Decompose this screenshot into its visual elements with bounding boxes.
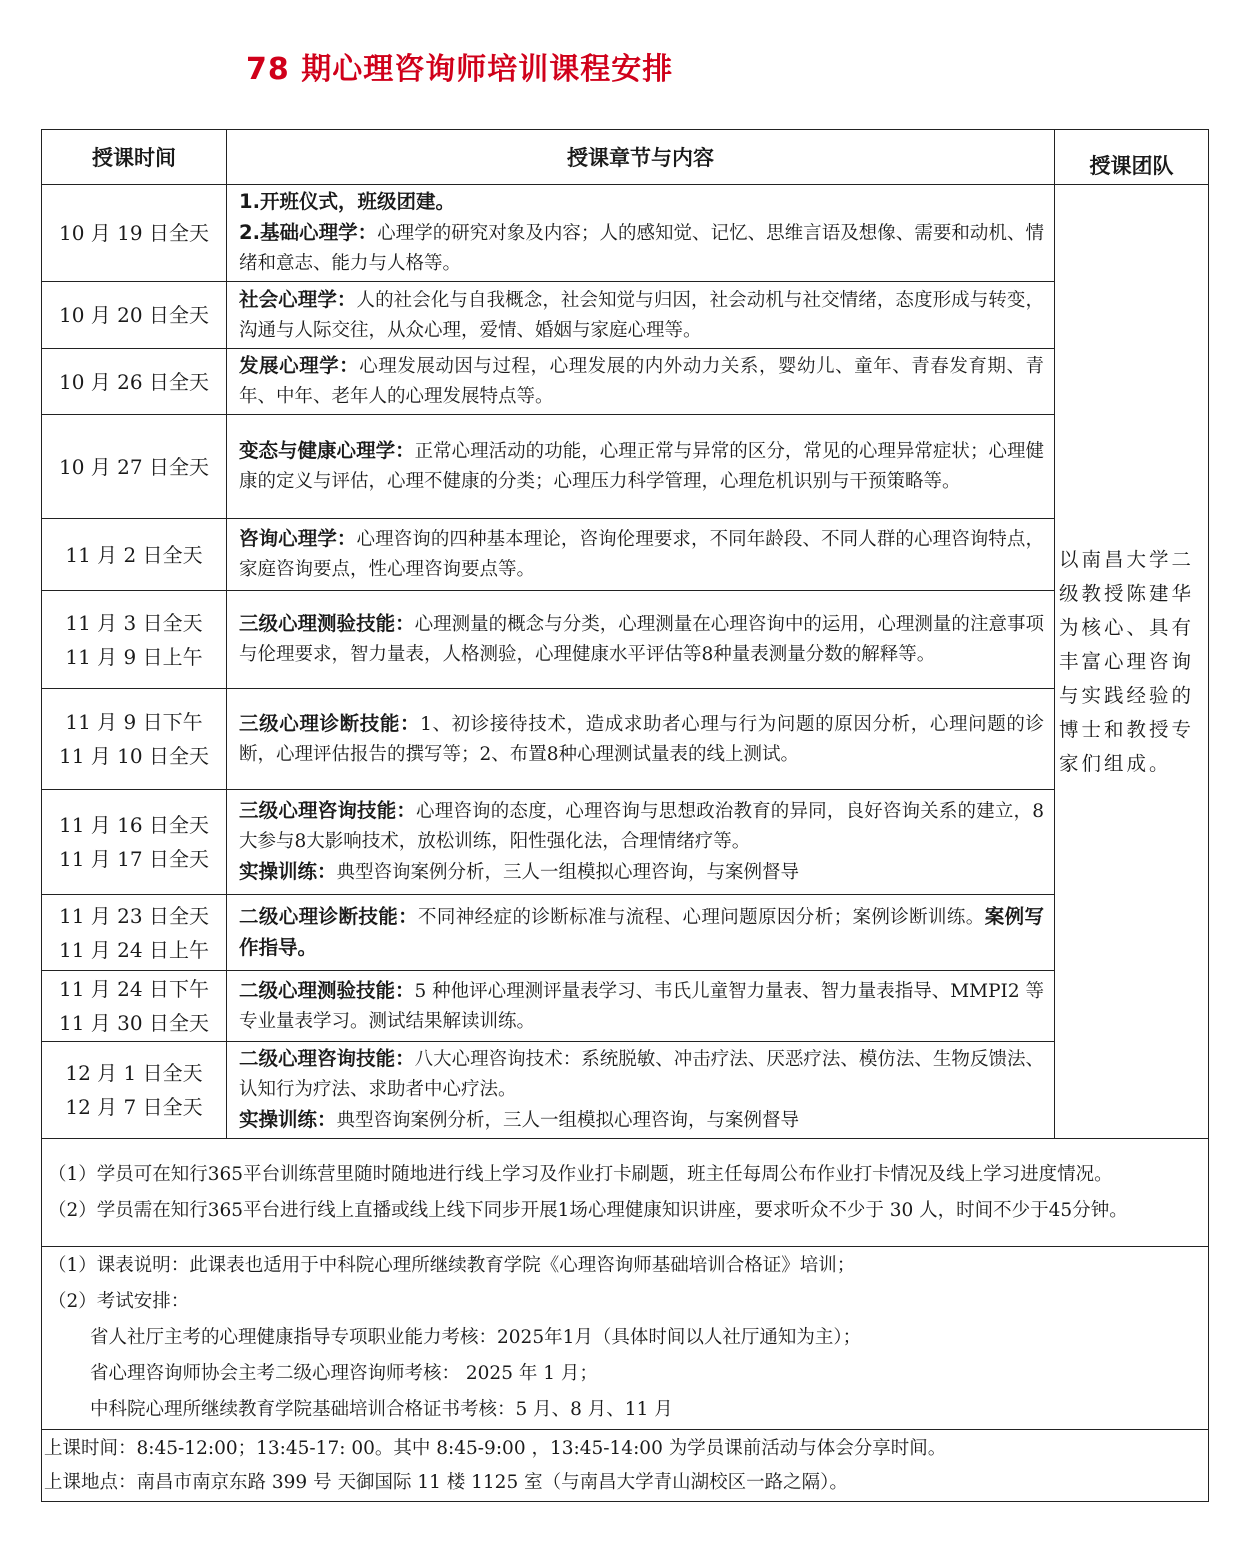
schedule-time xyxy=(42,971,227,1042)
time-line: 12 月 1 日全天 xyxy=(65,1061,203,1085)
time-line: 11 月 23 日全天 xyxy=(59,903,209,928)
schedule-content xyxy=(227,185,1055,282)
course-topic: 咨询心理学： xyxy=(239,527,357,550)
course-description: 典型咨询案例分析，三人一组模拟心理咨询，与案例督导 xyxy=(336,862,800,883)
time-line: 11 月 9 日上午 xyxy=(65,644,203,669)
course-description: 心理测量的概念与分类，心理测量在心理咨询中的运用，心理测量的注意事项与伦理要求，智力量表，人格测验，心理健康水平评估等8种量表测量分数的解释等。 xyxy=(239,614,1044,665)
course-topic-extra: 案例写作指导。 xyxy=(239,904,1044,959)
page-title: 78 期心理咨询师培训课程安排 xyxy=(246,52,674,87)
course-description: 1、初诊接待技术，造成求助者心理与行为问题的原因分析，心理问题的诊断，心理评估报告的撰写等；2、布置8种心理测试量表的线上测试。 xyxy=(239,713,1044,765)
time-line: 11 月 9 日下午 xyxy=(65,710,203,734)
header-time: 授课时间 xyxy=(42,130,227,185)
schedule-content xyxy=(227,689,1055,790)
content-paragraph xyxy=(239,351,1044,412)
note-exam-3: 中科院心理所继续教育学院基础培训合格证书考核：5 月、8 月、11 月 xyxy=(90,1399,673,1420)
content-paragraph xyxy=(239,436,1044,497)
schedule-row xyxy=(42,349,1209,415)
course-description: 典型咨询案例分析，三人一组模拟心理咨询，与案例督导 xyxy=(336,1110,800,1131)
footer-info xyxy=(42,1430,1209,1502)
course-description: 不同神经症的诊断标准与流程、心理问题原因分析；案例诊断训练。 xyxy=(418,906,985,928)
content-paragraph xyxy=(239,609,1044,670)
notes-row-2 xyxy=(42,1247,1209,1430)
time-line: 10 月 20 日全天 xyxy=(59,303,209,327)
schedule-content xyxy=(227,895,1055,971)
content-paragraph xyxy=(239,857,1044,888)
class-location: 上课地点：南昌市南京东路 399 号 天御国际 11 楼 1125 室（与南昌大学青山湖校区一路之隔）。 xyxy=(44,1471,848,1493)
content-paragraph xyxy=(239,524,1044,585)
time-line: 11 月 17 日全天 xyxy=(59,847,209,871)
schedule-row xyxy=(42,591,1209,689)
course-topic: 三级心理咨询技能： xyxy=(239,799,417,822)
schedule-row xyxy=(42,790,1209,895)
course-topic: 二级心理测验技能： xyxy=(239,978,415,1002)
schedule-content xyxy=(227,591,1055,689)
schedule-table xyxy=(41,129,1209,1502)
schedule-time xyxy=(42,282,227,349)
time-line: 11 月 24 日下午 xyxy=(59,977,209,1001)
schedule-time xyxy=(42,1042,227,1139)
notes-row-1 xyxy=(42,1139,1209,1247)
course-description: 心理咨询的态度，心理咨询与思想政治教育的异同，良好咨询关系的建立，8大参与8大影响技术，放松训练，阳性强化法，合理情绪疗等。 xyxy=(239,801,1044,852)
schedule-content xyxy=(227,415,1055,519)
schedule-content xyxy=(227,1042,1055,1139)
time-line: 11 月 24 日上午 xyxy=(59,937,209,962)
schedule-time xyxy=(42,519,227,591)
course-topic: 二级心理诊断技能： xyxy=(239,904,419,928)
course-topic: 二级心理咨询技能： xyxy=(239,1047,415,1070)
time-line: 10 月 27 日全天 xyxy=(59,454,209,479)
course-topic: 实操训练： xyxy=(239,1108,337,1131)
schedule-row xyxy=(42,895,1209,971)
time-line: 11 月 10 日全天 xyxy=(59,744,209,768)
header-team: 授课团队 xyxy=(1055,130,1209,185)
content-paragraph xyxy=(239,1105,1044,1136)
note-course: （1）课表说明：此课表也适用于中科院心理所继续教育学院《心理咨询师基础培训合格证》培训； xyxy=(48,1255,856,1276)
course-description: 5 种他评心理测评量表学习、韦氏儿童智力量表、智力量表指导、MMPI2 等专业量表学习。测试结果解读训练。 xyxy=(239,980,1044,1032)
schedule-time xyxy=(42,349,227,415)
time-line: 10 月 26 日全天 xyxy=(59,369,209,394)
schedule-row xyxy=(42,971,1209,1042)
content-paragraph xyxy=(239,285,1044,346)
schedule-row xyxy=(42,185,1209,282)
content-paragraph xyxy=(239,976,1044,1037)
time-line: 11 月 2 日全天 xyxy=(65,542,203,567)
course-description: 人的社会化与自我概念，社会知觉与归因，社会动机与社交情绪，态度形成与转变，沟通与人际交往，从众心理，爱情、婚姻与家庭心理等。 xyxy=(239,289,1044,341)
time-line: 11 月 30 日全天 xyxy=(59,1011,209,1035)
schedule-content xyxy=(227,971,1055,1042)
course-topic: 三级心理测验技能： xyxy=(239,612,415,635)
schedule-row xyxy=(42,689,1209,790)
course-topic: 2.基础心理学： xyxy=(239,221,378,244)
course-topic: 三级心理诊断技能： xyxy=(239,711,421,735)
footer-row xyxy=(42,1430,1209,1502)
note-exam-heading: （2）考试安排： xyxy=(48,1291,190,1312)
content-paragraph xyxy=(239,218,1044,279)
content-paragraph xyxy=(239,902,1044,964)
content-paragraph xyxy=(239,1044,1044,1105)
schedule-time xyxy=(42,689,227,790)
schedule-time xyxy=(42,591,227,689)
note-item: （2）学员需在知行365平台进行线上直播或线上线下同步开展1场心理健康知识讲座，要求听众不少于 30 人，时间不少于45分钟。 xyxy=(48,1199,1128,1221)
schedule-content xyxy=(227,349,1055,415)
schedule-row xyxy=(42,415,1209,519)
header-content: 授课章节与内容 xyxy=(227,130,1055,185)
schedule-content xyxy=(227,790,1055,895)
schedule-time xyxy=(42,415,227,519)
course-description: 正常心理活动的功能，心理正常与异常的区分，常见的心理异常症状；心理健康的定义与评估，心理不健康的分类；心理压力科学管理，心理危机识别与干预策略等。 xyxy=(239,441,1044,492)
time-line: 10 月 19 日全天 xyxy=(59,221,209,245)
schedule-time xyxy=(42,790,227,895)
content-paragraph xyxy=(239,709,1044,770)
course-description: 心理发展动因与过程，心理发展的内外动力关系，婴幼儿、童年、青春发育期、青年、中年、老年人的心理发展特点等。 xyxy=(239,356,1044,407)
content-paragraph xyxy=(239,796,1044,857)
course-description: 心理咨询的四种基本理论，咨询伦理要求，不同年龄段、不同人群的心理咨询特点，家庭咨询要点，性心理咨询要点等。 xyxy=(239,529,1044,580)
schedule-time xyxy=(42,895,227,971)
schedule-row xyxy=(42,1042,1209,1139)
course-description: 八大心理咨询技术：系统脱敏、冲击疗法、厌恶疗法、模仿法、生物反馈法、认知行为疗法、求助者中心疗法。 xyxy=(239,1049,1044,1100)
schedule-row xyxy=(42,519,1209,591)
course-description: 心理学的研究对象及内容；人的感知觉、记忆、思维言语及想像、需要和动机、情绪和意志、能力与人格等。 xyxy=(239,223,1044,274)
teaching-team: 以南昌大学二级教授陈建华为核心、具有丰富心理咨询与实践经验的博士和教授专家们组成。 xyxy=(1055,185,1209,1139)
time-line: 11 月 16 日全天 xyxy=(59,813,209,837)
time-line: 12 月 7 日全天 xyxy=(65,1095,203,1119)
schedule-time xyxy=(42,185,227,282)
note-item: （1）学员可在知行365平台训练营里随时随地进行线上学习及作业打卡刷题，班主任每周公布作业打卡情况及线上学习进度情况。 xyxy=(48,1163,1113,1185)
class-time: 上课时间：8:45-12:00；13:45-17: 00。其中 8:45-9:00 ，13:45-14:00 为学员课前活动与体会分享时间。 xyxy=(44,1437,947,1459)
content-paragraph xyxy=(239,187,1044,218)
notes-platform xyxy=(42,1139,1209,1247)
schedule-content xyxy=(227,282,1055,349)
header-row xyxy=(42,130,1209,185)
note-exam-1: 省人社厅主考的心理健康指导专项职业能力考核：2025年1月（具体时间以人社厅通知为主）； xyxy=(90,1327,862,1348)
course-topic: 1.开班仪式，班级团建。 xyxy=(239,190,455,213)
notes-exam xyxy=(42,1247,1209,1430)
schedule-content xyxy=(227,519,1055,591)
course-topic: 变态与健康心理学： xyxy=(239,439,415,462)
note-exam-2: 省心理咨询师协会主考二级心理咨询师考核： 2025 年 1 月； xyxy=(90,1363,598,1384)
course-topic: 发展心理学： xyxy=(239,354,360,377)
time-line: 11 月 3 日全天 xyxy=(65,610,203,635)
schedule-row xyxy=(42,282,1209,349)
course-topic: 社会心理学： xyxy=(239,287,357,311)
course-topic: 实操训练： xyxy=(239,860,337,883)
